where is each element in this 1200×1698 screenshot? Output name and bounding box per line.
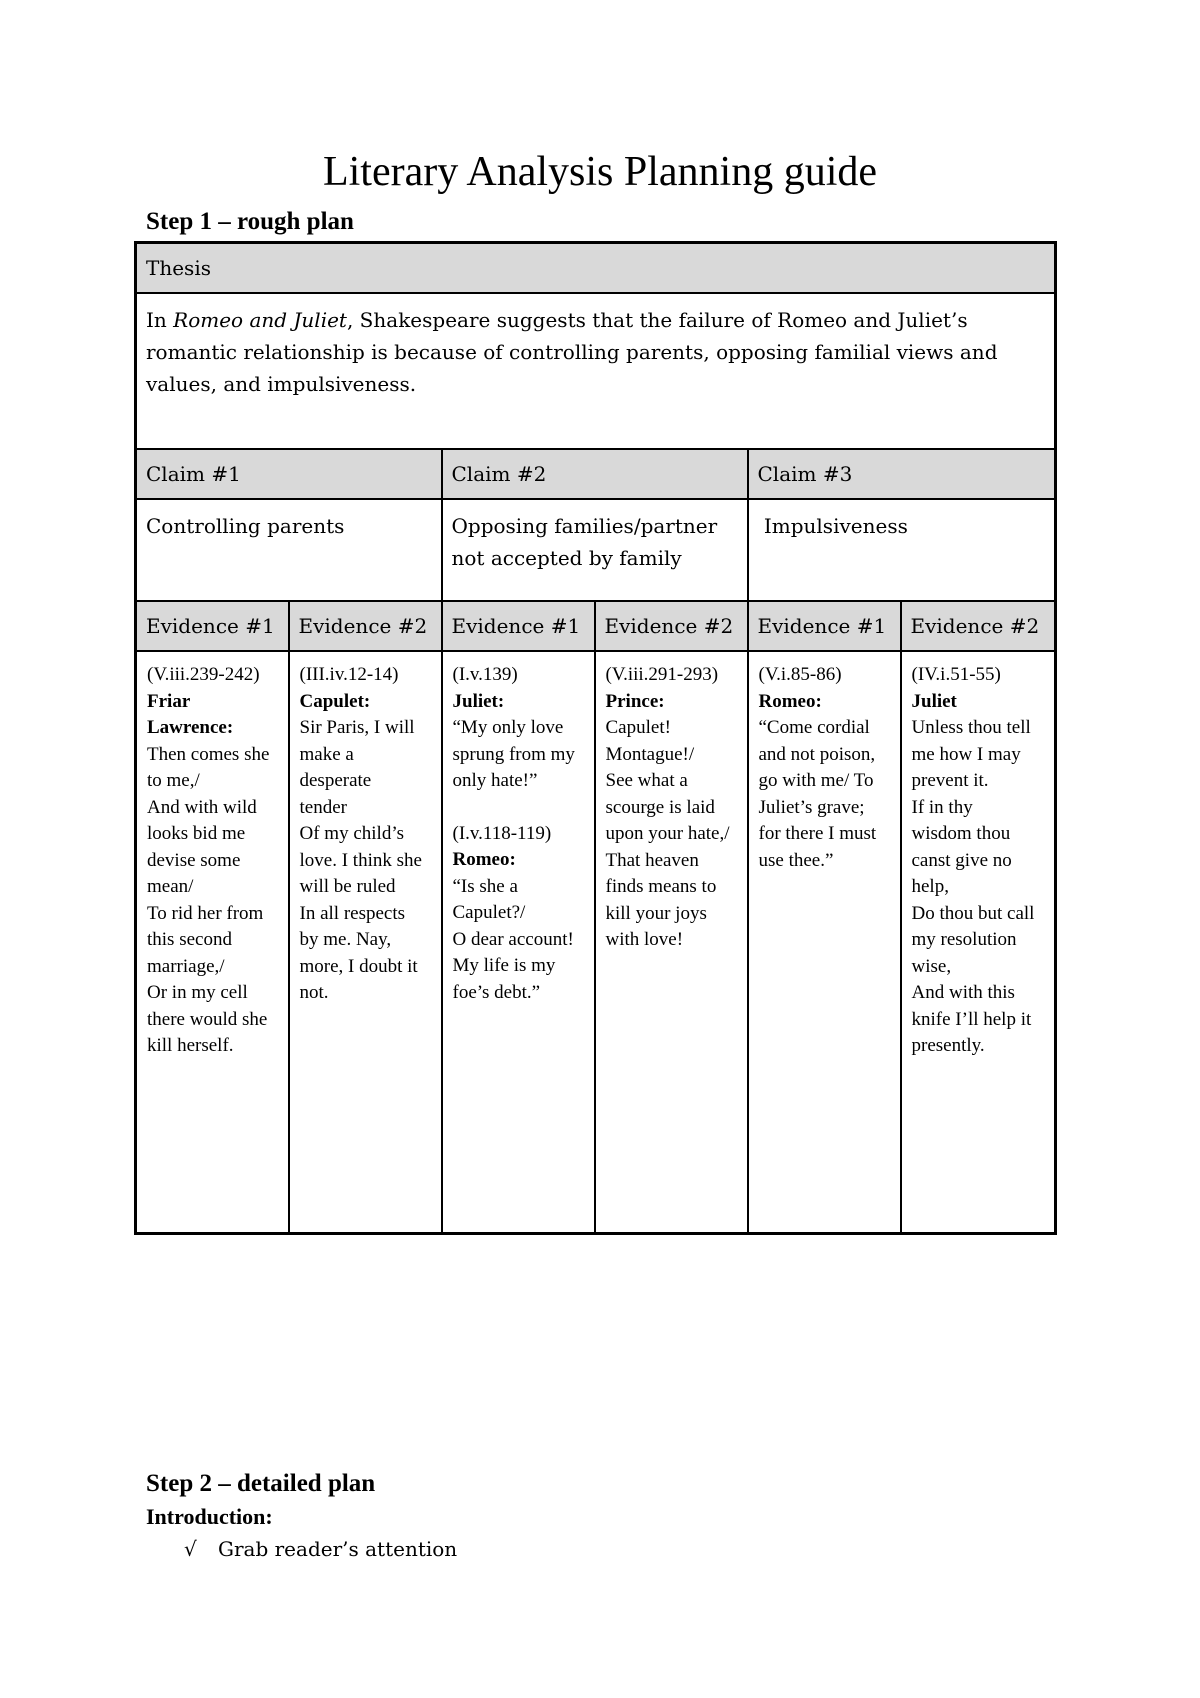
evidence-quote-line: love. I think she bbox=[299, 849, 422, 871]
evidence-quote-line: looks bid me bbox=[147, 823, 246, 844]
evidence-quote-line: sprung from my bbox=[452, 743, 575, 765]
evidence-quote-line: Montague!/ bbox=[605, 743, 695, 765]
checklist-item-text: Grab reader’s attention bbox=[218, 1537, 458, 1561]
checkmark-icon: √ bbox=[184, 1537, 197, 1561]
evidence-quote-line: marriage,/ bbox=[147, 955, 225, 977]
evidence-reference: (III.iv.12-14) bbox=[299, 664, 399, 685]
evidence-quote-line: use thee.” bbox=[758, 849, 834, 871]
rough-plan-table bbox=[134, 241, 1057, 1235]
claim-2-evidence-2-header: Evidence #2 bbox=[595, 601, 748, 651]
claim-1-evidence-1-header: Evidence #1 bbox=[136, 601, 289, 651]
evidence-quote-line: upon your hate,/ bbox=[605, 823, 730, 844]
evidence-reference: (V.iii.291-293) bbox=[605, 664, 719, 685]
thesis-work-title: Romeo and Juliet bbox=[173, 308, 347, 332]
evidence-quote-line: And with wild bbox=[147, 796, 257, 818]
evidence-quote-line: Do thou but call bbox=[911, 902, 1035, 924]
evidence-quote-line: desperate bbox=[299, 770, 372, 791]
thesis-text-before: In bbox=[146, 308, 174, 332]
evidence-quote-line: tender bbox=[299, 796, 347, 818]
evidence-cell bbox=[289, 651, 442, 1234]
evidence-quote-line: That heaven bbox=[605, 849, 699, 871]
evidence-quote-line: and not poison, bbox=[758, 743, 876, 765]
evidence-quote-line: Unless thou tell bbox=[911, 717, 1031, 738]
evidence-quote-line: not. bbox=[299, 982, 329, 1003]
step1-heading: Step 1 – rough plan bbox=[146, 208, 354, 235]
evidence-speaker: Juliet bbox=[911, 690, 957, 712]
evidence-quote-line: more, I doubt it bbox=[299, 955, 418, 977]
evidence-quote-line: If in thy bbox=[911, 796, 973, 818]
evidence-speaker: Prince: bbox=[605, 690, 665, 712]
evidence-quote-line: And with this bbox=[911, 982, 1015, 1003]
evidence-reference: (IV.i.51-55) bbox=[911, 664, 1001, 685]
evidence-quote-line: scourge is laid bbox=[605, 796, 715, 818]
evidence-quote-line: devise some bbox=[147, 849, 241, 871]
evidence-quote-line: will be ruled bbox=[299, 876, 396, 897]
evidence-speaker: Juliet: bbox=[452, 690, 505, 712]
evidence-quote-line: with love! bbox=[605, 929, 684, 950]
evidence-quote-line: my resolution bbox=[911, 929, 1017, 950]
checklist-item bbox=[184, 1535, 457, 1563]
evidence-quote-line: there would she bbox=[147, 1008, 268, 1030]
introduction-heading: Introduction: bbox=[146, 1504, 273, 1529]
evidence-cell bbox=[595, 651, 748, 1234]
evidence-quote-line: me how I may bbox=[911, 743, 1021, 765]
evidence-speaker: Romeo: bbox=[452, 849, 516, 870]
claim-2-text: Opposing families/partner not accepted by family bbox=[442, 499, 748, 601]
thesis-statement bbox=[136, 293, 1056, 449]
evidence-quote-line: canst give no bbox=[911, 849, 1012, 871]
claim-2-evidence-1-header: Evidence #1 bbox=[442, 601, 595, 651]
thesis-header: Thesis bbox=[136, 243, 1056, 294]
claim-1-evidence-2-header: Evidence #2 bbox=[289, 601, 442, 651]
evidence-quote-line: Juliet’s grave; bbox=[758, 796, 865, 818]
evidence-speaker: Capulet: bbox=[299, 690, 371, 712]
evidence-spacer bbox=[453, 795, 588, 821]
evidence-speaker: Lawrence: bbox=[147, 717, 234, 738]
evidence-quote-line: kill herself. bbox=[147, 1035, 234, 1056]
evidence-quote-line: Sir Paris, I will bbox=[299, 717, 415, 738]
claim-2-header: Claim #2 bbox=[442, 449, 748, 499]
evidence-quote-line: See what a bbox=[605, 770, 688, 791]
evidence-quote-line: foe’s debt.” bbox=[452, 981, 541, 1003]
evidence-quote-line: Capulet! bbox=[605, 717, 671, 738]
claim-3-header: Claim #3 bbox=[748, 449, 1056, 499]
claim-3-evidence-2-header: Evidence #2 bbox=[901, 601, 1056, 651]
introduction-checklist bbox=[184, 1535, 457, 1563]
claim-3-text: Impulsiveness bbox=[748, 499, 1056, 601]
evidence-quote-line: mean/ bbox=[147, 876, 194, 897]
evidence-quote-line: to me,/ bbox=[147, 770, 200, 791]
claim-1-header: Claim #1 bbox=[136, 449, 442, 499]
thesis-text-after: , Shakespeare suggests that the failure of Romeo and Juliet’s romantic relationship is because of controlling parents, opposing familial views and values, and impulsiveness. bbox=[146, 308, 998, 396]
evidence-quote-line: Of my child’s bbox=[299, 823, 404, 844]
evidence-quote-line: “My only love bbox=[452, 717, 564, 738]
evidence-reference: (V.iii.239-242) bbox=[147, 664, 260, 685]
evidence-quote-line: go with me/ To bbox=[758, 770, 874, 791]
evidence-quote-line: “Come cordial bbox=[758, 717, 870, 738]
evidence-quote-line: knife I’ll help it bbox=[911, 1008, 1032, 1030]
evidence-quote-line: by me. Nay, bbox=[299, 929, 392, 950]
evidence-quote-line: finds means to bbox=[605, 876, 717, 897]
evidence-cell bbox=[442, 651, 595, 1234]
evidence-quote-line: make a bbox=[299, 743, 354, 765]
evidence-quote-line: My life is my bbox=[452, 955, 556, 976]
evidence-quote-line: In all respects bbox=[299, 902, 406, 924]
claim-1-text: Controlling parents bbox=[136, 499, 442, 601]
evidence-cell bbox=[748, 651, 901, 1234]
evidence-cell bbox=[136, 651, 289, 1234]
evidence-quote-line: O dear account! bbox=[452, 928, 574, 950]
evidence-cell bbox=[901, 651, 1056, 1234]
evidence-speaker: Friar bbox=[147, 690, 191, 712]
evidence-quote-line: kill your joys bbox=[605, 902, 707, 924]
evidence-quote-line: To rid her from bbox=[147, 902, 264, 924]
evidence-quote-line: wise, bbox=[911, 955, 952, 977]
evidence-reference: (V.i.85-86) bbox=[758, 664, 842, 685]
evidence-quote-line: presently. bbox=[911, 1035, 985, 1056]
evidence-speaker: Romeo: bbox=[758, 690, 822, 712]
step2-heading: Step 2 – detailed plan bbox=[146, 1470, 376, 1497]
evidence-quote-line: help, bbox=[911, 876, 949, 897]
evidence-quote-line: Or in my cell bbox=[147, 982, 248, 1003]
evidence-reference: (I.v.118-119) bbox=[452, 822, 552, 844]
page-title: Literary Analysis Planning guide bbox=[322, 149, 878, 195]
evidence-quote-line: wisdom thou bbox=[911, 823, 1011, 844]
evidence-quote-line: “Is she a bbox=[452, 875, 518, 897]
evidence-quote-line: this second bbox=[147, 929, 232, 950]
evidence-quote-line: Then comes she bbox=[147, 743, 270, 765]
claim-3-evidence-1-header: Evidence #1 bbox=[748, 601, 901, 651]
evidence-quote-line: Capulet?/ bbox=[452, 902, 526, 923]
evidence-quote-line: prevent it. bbox=[911, 770, 989, 791]
evidence-quote-line: only hate!” bbox=[452, 770, 538, 791]
evidence-reference: (I.v.139) bbox=[452, 664, 518, 685]
evidence-quote-line: for there I must bbox=[758, 823, 877, 844]
